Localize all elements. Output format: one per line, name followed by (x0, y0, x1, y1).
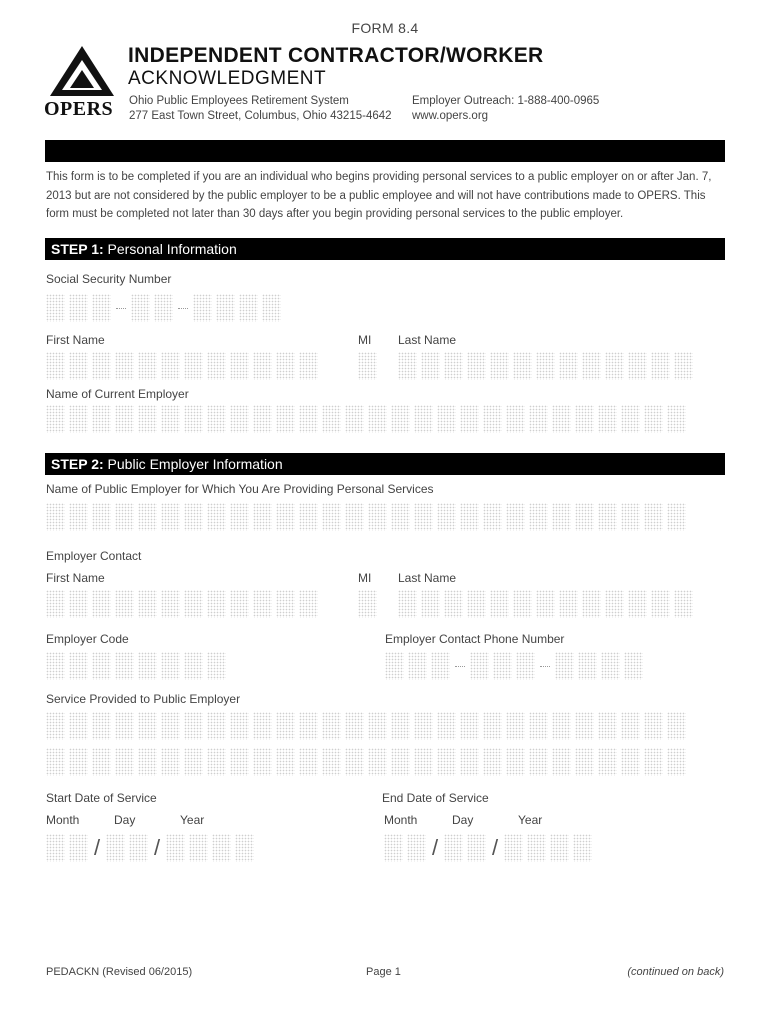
input-box[interactable] (207, 652, 226, 680)
input-box[interactable] (460, 748, 479, 776)
input-box[interactable] (368, 503, 387, 531)
input-box[interactable] (345, 503, 364, 531)
input-box[interactable] (276, 590, 295, 618)
end-date-input[interactable] (384, 834, 592, 862)
input-box[interactable] (575, 748, 594, 776)
input-box[interactable] (46, 590, 65, 618)
input-box[interactable] (115, 503, 134, 531)
start-date-label: Start Date of Service (46, 791, 157, 805)
ssn-input[interactable] (46, 294, 281, 322)
input-box[interactable] (216, 294, 235, 322)
input-box[interactable] (555, 652, 574, 680)
input-box[interactable] (207, 590, 226, 618)
input-box[interactable] (46, 652, 65, 680)
input-box[interactable] (193, 294, 212, 322)
org-address: 277 East Town Street, Columbus, Ohio 43215-4642 (129, 110, 392, 122)
input-box[interactable] (575, 712, 594, 740)
public-employer-label: Name of Public Employer for Which You Are Providing Personal Services (46, 482, 434, 496)
end-month-label: Month (384, 813, 418, 827)
input-box[interactable] (624, 652, 643, 680)
input-box[interactable] (368, 712, 387, 740)
input-box[interactable] (605, 590, 624, 618)
input-box[interactable] (92, 712, 111, 740)
input-box[interactable] (414, 405, 433, 433)
separator-dash (539, 652, 551, 680)
input-box[interactable] (384, 834, 403, 862)
step1-label: STEP 1: (51, 241, 104, 257)
date-separator-slash: / (93, 835, 101, 860)
input-box[interactable] (467, 834, 486, 862)
employer-code-label: Employer Code (46, 632, 129, 646)
form-title: INDEPENDENT CONTRACTOR/WORKER (128, 44, 544, 67)
input-box[interactable] (674, 352, 693, 380)
input-box[interactable] (414, 712, 433, 740)
input-box[interactable] (483, 712, 502, 740)
input-box[interactable] (460, 712, 479, 740)
input-box[interactable] (460, 503, 479, 531)
last-name-input[interactable] (398, 352, 693, 380)
input-box[interactable] (276, 712, 295, 740)
input-box[interactable] (490, 590, 509, 618)
end-day-label: Day (452, 813, 474, 827)
input-box[interactable] (601, 652, 620, 680)
input-box[interactable] (667, 503, 686, 531)
input-box[interactable] (674, 590, 693, 618)
last-name-label: Last Name (398, 333, 457, 347)
input-box[interactable] (207, 405, 226, 433)
input-box[interactable] (644, 503, 663, 531)
input-box[interactable] (138, 503, 157, 531)
input-box[interactable] (69, 352, 88, 380)
input-box[interactable] (46, 712, 65, 740)
separator-dash (454, 652, 466, 680)
input-box[interactable] (161, 405, 180, 433)
date-separator-slash: / (491, 835, 499, 860)
date-separator-slash: / (153, 835, 161, 860)
input-box[interactable] (628, 590, 647, 618)
input-box[interactable] (345, 712, 364, 740)
input-box[interactable] (69, 294, 88, 322)
input-box[interactable] (345, 748, 364, 776)
input-box[interactable] (262, 294, 281, 322)
input-box[interactable] (444, 590, 463, 618)
input-box[interactable] (184, 748, 203, 776)
input-box[interactable] (391, 748, 410, 776)
input-box[interactable] (628, 352, 647, 380)
input-box[interactable] (131, 294, 150, 322)
input-box[interactable] (368, 405, 387, 433)
input-box[interactable] (644, 748, 663, 776)
input-box[interactable] (407, 834, 426, 862)
input-box[interactable] (621, 503, 640, 531)
input-box[interactable] (651, 352, 670, 380)
step2-header (45, 453, 725, 475)
mi-label: MI (358, 333, 372, 347)
input-box[interactable] (582, 590, 601, 618)
step1-title: Personal Information (107, 241, 237, 257)
input-box[interactable] (398, 590, 417, 618)
input-box[interactable] (92, 652, 111, 680)
service-provided-label: Service Provided to Public Employer (46, 692, 241, 706)
input-box[interactable] (345, 405, 364, 433)
input-box[interactable] (184, 590, 203, 618)
input-box[interactable] (431, 652, 450, 680)
input-box[interactable] (69, 834, 88, 862)
service-provided-input-line1[interactable] (46, 712, 686, 740)
input-box[interactable] (253, 590, 272, 618)
input-box[interactable] (437, 405, 456, 433)
input-box[interactable] (504, 834, 523, 862)
step2-label: STEP 2: (51, 456, 104, 472)
input-box[interactable] (573, 834, 592, 862)
contact-mi-input[interactable] (358, 590, 377, 618)
input-box[interactable] (470, 652, 489, 680)
input-box[interactable] (529, 712, 548, 740)
input-box[interactable] (92, 748, 111, 776)
input-box[interactable] (299, 405, 318, 433)
input-box[interactable] (414, 503, 433, 531)
employer-code-input[interactable] (46, 652, 226, 680)
input-box[interactable] (276, 352, 295, 380)
input-box[interactable] (69, 405, 88, 433)
end-date-label: End Date of Service (382, 791, 489, 805)
current-employer-input[interactable] (46, 405, 686, 433)
input-box[interactable] (69, 652, 88, 680)
input-box[interactable] (559, 352, 578, 380)
input-box[interactable] (536, 590, 555, 618)
first-name-label: First Name (46, 333, 105, 347)
page-number: Page 1 (366, 966, 401, 978)
input-box[interactable] (253, 503, 272, 531)
input-box[interactable] (421, 352, 440, 380)
input-box[interactable] (253, 352, 272, 380)
input-box[interactable] (115, 405, 134, 433)
input-box[interactable] (207, 712, 226, 740)
input-box[interactable] (299, 352, 318, 380)
input-box[interactable] (667, 405, 686, 433)
input-box[interactable] (207, 352, 226, 380)
input-box[interactable] (598, 712, 617, 740)
input-box[interactable] (506, 712, 525, 740)
input-box[interactable] (184, 503, 203, 531)
employer-outreach: Employer Outreach: 1-888-400-0965 (412, 95, 600, 107)
input-box[interactable] (276, 405, 295, 433)
separator-dash (177, 294, 189, 322)
input-box[interactable] (437, 712, 456, 740)
input-box[interactable] (529, 405, 548, 433)
input-box[interactable] (253, 405, 272, 433)
input-box[interactable] (358, 590, 377, 618)
input-box[interactable] (513, 590, 532, 618)
input-box[interactable] (299, 748, 318, 776)
input-box[interactable] (651, 590, 670, 618)
step2-title: Public Employer Information (107, 456, 283, 472)
intro-text: This form is to be completed if you are an individual who begins providing personal services to a public employer on or after Jan. 7, 2013 but are not considered by the public employer to be a public employee and will not have contributions made to OPERS. This form must be completed not later than 30 days after you begin providing personal services to the public employer. (46, 171, 712, 220)
input-box[interactable] (138, 590, 157, 618)
input-box[interactable] (230, 352, 249, 380)
input-box[interactable] (46, 748, 65, 776)
input-box[interactable] (69, 590, 88, 618)
input-box[interactable] (516, 652, 535, 680)
input-box[interactable] (552, 712, 571, 740)
input-box[interactable] (444, 352, 463, 380)
input-box[interactable] (161, 712, 180, 740)
form-subtitle: ACKNOWLEDGMENT (128, 68, 327, 89)
input-box[interactable] (161, 503, 180, 531)
input-box[interactable] (621, 712, 640, 740)
start-year-label: Year (180, 813, 205, 827)
input-box[interactable] (506, 503, 525, 531)
input-box[interactable] (207, 503, 226, 531)
end-year-label: Year (518, 813, 543, 827)
input-box[interactable] (92, 405, 111, 433)
form-number: FORM 8.4 (351, 20, 419, 36)
input-box[interactable] (92, 352, 111, 380)
input-box[interactable] (605, 352, 624, 380)
input-box[interactable] (115, 352, 134, 380)
employer-contact-label: Employer Contact (46, 549, 142, 563)
input-box[interactable] (414, 748, 433, 776)
input-box[interactable] (460, 405, 479, 433)
current-employer-label: Name of Current Employer (46, 387, 189, 401)
contact-last-name-label: Last Name (398, 571, 457, 585)
public-employer-input[interactable] (46, 503, 686, 531)
input-box[interactable] (322, 712, 341, 740)
input-box[interactable] (575, 503, 594, 531)
contact-first-name-input[interactable] (46, 590, 318, 618)
input-box[interactable] (184, 405, 203, 433)
input-box[interactable] (421, 590, 440, 618)
input-box[interactable] (115, 748, 134, 776)
input-box[interactable] (368, 748, 387, 776)
contact-mi-label: MI (358, 571, 372, 585)
input-box[interactable] (513, 352, 532, 380)
input-box[interactable] (92, 590, 111, 618)
input-box[interactable] (235, 834, 254, 862)
input-box[interactable] (184, 712, 203, 740)
input-box[interactable] (644, 405, 663, 433)
contact-last-name-input[interactable] (398, 590, 693, 618)
input-box[interactable] (46, 294, 65, 322)
input-box[interactable] (575, 405, 594, 433)
input-box[interactable] (644, 712, 663, 740)
input-box[interactable] (437, 748, 456, 776)
input-box[interactable] (92, 294, 111, 322)
input-box[interactable] (276, 748, 295, 776)
input-box[interactable] (391, 503, 410, 531)
input-box[interactable] (161, 748, 180, 776)
form-code: PEDACKN (Revised 06/2015) (46, 966, 193, 978)
input-box[interactable] (529, 748, 548, 776)
input-box[interactable] (550, 834, 569, 862)
input-box[interactable] (115, 712, 134, 740)
input-box[interactable] (506, 748, 525, 776)
input-box[interactable] (621, 748, 640, 776)
input-box[interactable] (322, 748, 341, 776)
contact-phone-input[interactable] (385, 652, 643, 680)
first-name-input[interactable] (46, 352, 318, 380)
input-box[interactable] (385, 652, 404, 680)
input-box[interactable] (46, 834, 65, 862)
start-date-input[interactable] (46, 834, 254, 862)
input-box[interactable] (230, 503, 249, 531)
input-box[interactable] (529, 503, 548, 531)
input-box[interactable] (69, 712, 88, 740)
input-box[interactable] (230, 748, 249, 776)
input-box[interactable] (559, 590, 578, 618)
input-box[interactable] (230, 712, 249, 740)
input-box[interactable] (552, 405, 571, 433)
input-box[interactable] (667, 748, 686, 776)
input-box[interactable] (408, 652, 427, 680)
input-box[interactable] (46, 352, 65, 380)
input-box[interactable] (398, 352, 417, 380)
input-box[interactable] (467, 590, 486, 618)
input-box[interactable] (536, 352, 555, 380)
input-box[interactable] (322, 503, 341, 531)
input-box[interactable] (230, 405, 249, 433)
header-divider-bar (45, 140, 725, 162)
input-box[interactable] (239, 294, 258, 322)
input-box[interactable] (621, 405, 640, 433)
input-box[interactable] (444, 834, 463, 862)
input-box[interactable] (467, 352, 486, 380)
input-box[interactable] (189, 834, 208, 862)
input-box[interactable] (483, 405, 502, 433)
input-box[interactable] (322, 405, 341, 433)
input-box[interactable] (106, 834, 125, 862)
input-box[interactable] (138, 748, 157, 776)
input-box[interactable] (506, 405, 525, 433)
start-month-label: Month (46, 813, 80, 827)
date-separator-slash: / (431, 835, 439, 860)
start-day-label: Day (114, 813, 136, 827)
input-box[interactable] (299, 712, 318, 740)
input-box[interactable] (299, 503, 318, 531)
input-box[interactable] (69, 748, 88, 776)
mi-input[interactable] (358, 352, 377, 380)
input-box[interactable] (154, 294, 173, 322)
input-box[interactable] (582, 352, 601, 380)
service-provided-input-line2[interactable] (46, 748, 686, 776)
input-box[interactable] (552, 503, 571, 531)
org-name: Ohio Public Employees Retirement System (129, 95, 349, 107)
input-box[interactable] (92, 503, 111, 531)
website-link[interactable]: www.opers.org (412, 110, 489, 122)
input-box[interactable] (46, 405, 65, 433)
contact-first-name-label: First Name (46, 571, 105, 585)
input-box[interactable] (69, 503, 88, 531)
input-box[interactable] (483, 503, 502, 531)
input-box[interactable] (391, 405, 410, 433)
input-box[interactable] (115, 590, 134, 618)
input-box[interactable] (358, 352, 377, 380)
input-box[interactable] (253, 748, 272, 776)
input-box[interactable] (578, 652, 597, 680)
contact-phone-label: Employer Contact Phone Number (385, 632, 565, 646)
opers-logo-text: OPERS (44, 98, 114, 120)
input-box[interactable] (184, 652, 203, 680)
input-box[interactable] (184, 352, 203, 380)
separator-dash (115, 294, 127, 322)
input-box[interactable] (138, 712, 157, 740)
input-box[interactable] (391, 712, 410, 740)
input-box[interactable] (598, 748, 617, 776)
input-box[interactable] (483, 748, 502, 776)
input-box[interactable] (490, 352, 509, 380)
input-box[interactable] (276, 503, 295, 531)
step1-header (45, 238, 725, 260)
continued-note: (continued on back) (627, 966, 724, 978)
input-box[interactable] (493, 652, 512, 680)
input-box[interactable] (138, 652, 157, 680)
input-box[interactable] (161, 352, 180, 380)
input-box[interactable] (161, 590, 180, 618)
input-box[interactable] (138, 405, 157, 433)
input-box[interactable] (207, 748, 226, 776)
input-box[interactable] (527, 834, 546, 862)
input-box[interactable] (138, 352, 157, 380)
input-box[interactable] (230, 590, 249, 618)
ssn-label: Social Security Number (46, 272, 172, 286)
input-box[interactable] (552, 748, 571, 776)
input-box[interactable] (129, 834, 148, 862)
input-box[interactable] (667, 712, 686, 740)
input-box[interactable] (598, 405, 617, 433)
input-box[interactable] (166, 834, 185, 862)
input-box[interactable] (115, 652, 134, 680)
input-box[interactable] (46, 503, 65, 531)
input-box[interactable] (299, 590, 318, 618)
input-box[interactable] (437, 503, 456, 531)
input-box[interactable] (253, 712, 272, 740)
input-box[interactable] (212, 834, 231, 862)
input-box[interactable] (598, 503, 617, 531)
input-box[interactable] (161, 652, 180, 680)
